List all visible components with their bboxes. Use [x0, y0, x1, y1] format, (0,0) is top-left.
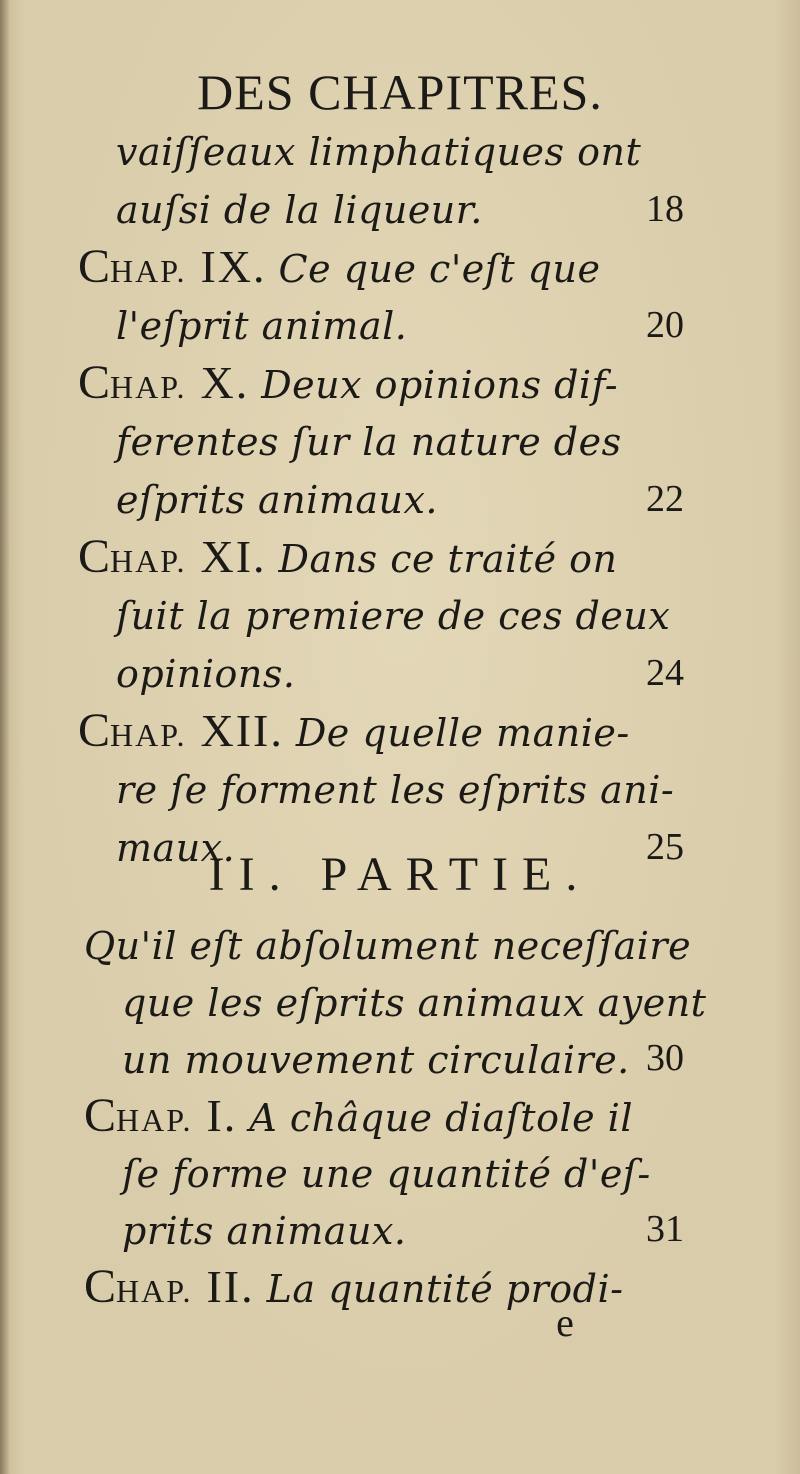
chapter-label-rest: HAP.	[116, 1273, 193, 1309]
entry-text: Dans ce traité on	[278, 537, 618, 581]
entry-text: l'eſprit animal.	[116, 304, 408, 348]
entry-line	[84, 1201, 684, 1258]
chapter-label-rest: HAP.	[116, 1102, 193, 1138]
entry-line	[78, 296, 684, 354]
chapter-number: XII.	[200, 705, 284, 756]
entry-text: La quantité prodi-	[266, 1267, 624, 1311]
chapter-number: I.	[206, 1090, 238, 1141]
entry-text: Deux opinions dif-	[261, 363, 619, 407]
entry-text: ferentes ſur la nature des	[116, 420, 622, 464]
part-heading: II. PARTIE.	[208, 848, 592, 901]
chapter-entry-line	[84, 1087, 684, 1144]
entry-text: eſprits animaux.	[116, 478, 439, 522]
chapter-entry-line	[78, 528, 684, 586]
chapter-label-rest: HAP.	[110, 369, 187, 405]
entry-line	[84, 1144, 684, 1201]
entry-text: vaiſſeaux limphatiques ont	[116, 130, 642, 174]
chapter-number: IX.	[200, 241, 267, 292]
chapter-label-initial: C	[78, 356, 111, 409]
entry-line	[78, 122, 684, 180]
page-number: 18	[646, 188, 684, 230]
chapter-number: XI.	[200, 531, 267, 582]
entry-text: maux.	[116, 826, 236, 870]
entry-line	[78, 760, 684, 818]
chapter-label-initial: C	[84, 1089, 117, 1142]
chapter-entry-line	[84, 1258, 684, 1315]
entry-line	[84, 916, 692, 973]
page-number: 20	[646, 304, 684, 346]
entry-text: De quelle manie-	[295, 711, 630, 755]
chapter-label-initial: C	[84, 1260, 117, 1313]
chapter-entry-line	[78, 354, 684, 412]
entry-text: Qu'il eſt abſolument neceſſaire	[84, 924, 692, 968]
entry-line	[84, 1030, 684, 1087]
chapter-number: X.	[200, 357, 250, 408]
page-number: 30	[646, 1037, 684, 1079]
gutter-shadow	[0, 0, 10, 1474]
entry-text: prits animaux.	[122, 1209, 407, 1253]
page-number: 24	[646, 652, 684, 694]
page-number: 31	[646, 1208, 684, 1250]
entry-line	[78, 586, 684, 644]
page-number: 25	[646, 826, 684, 868]
chapter-label-rest: HAP.	[110, 543, 187, 579]
entry-line	[84, 973, 707, 1030]
chapter-label	[78, 530, 187, 583]
chapter-label	[78, 704, 187, 757]
entry-line	[78, 180, 684, 238]
entry-text: re ſe forment les eſprits ani-	[116, 768, 675, 812]
page-number: 22	[646, 478, 684, 520]
chapter-label-rest: HAP.	[110, 717, 187, 753]
chapter-entry-line	[78, 702, 684, 760]
chapter-label-initial: C	[78, 240, 111, 293]
running-head: DES CHAPITRES.	[197, 64, 603, 120]
contents-list-part-two	[84, 916, 707, 1315]
entry-text: que les eſprits animaux ayent	[122, 981, 707, 1025]
chapter-number: II.	[206, 1261, 255, 1312]
entry-text: un mouvement circulaire.	[122, 1038, 630, 1082]
chapter-entry-line	[78, 238, 684, 296]
chapter-label	[84, 1089, 193, 1142]
chapter-label	[84, 1260, 193, 1313]
entry-line	[78, 470, 684, 528]
entry-text: auſsi de la liqueur.	[116, 188, 483, 232]
entry-text: opinions.	[116, 652, 296, 696]
chapter-label	[78, 356, 187, 409]
entry-text: Ce que c'eſt que	[278, 247, 601, 291]
chapter-label-initial: C	[78, 530, 111, 583]
contents-list-part-one	[78, 122, 684, 876]
chapter-label	[78, 240, 187, 293]
chapter-label-rest: HAP.	[110, 253, 187, 289]
entry-line	[78, 644, 684, 702]
entry-text: A châque diaſtole il	[249, 1096, 633, 1140]
entry-text: ſuit la premiere de ces deux	[116, 594, 671, 638]
chapter-label-initial: C	[78, 704, 111, 757]
entry-text: ſe forme une quantité d'eſ-	[122, 1152, 651, 1196]
catchword: e	[556, 1300, 574, 1345]
entry-line	[78, 412, 684, 470]
